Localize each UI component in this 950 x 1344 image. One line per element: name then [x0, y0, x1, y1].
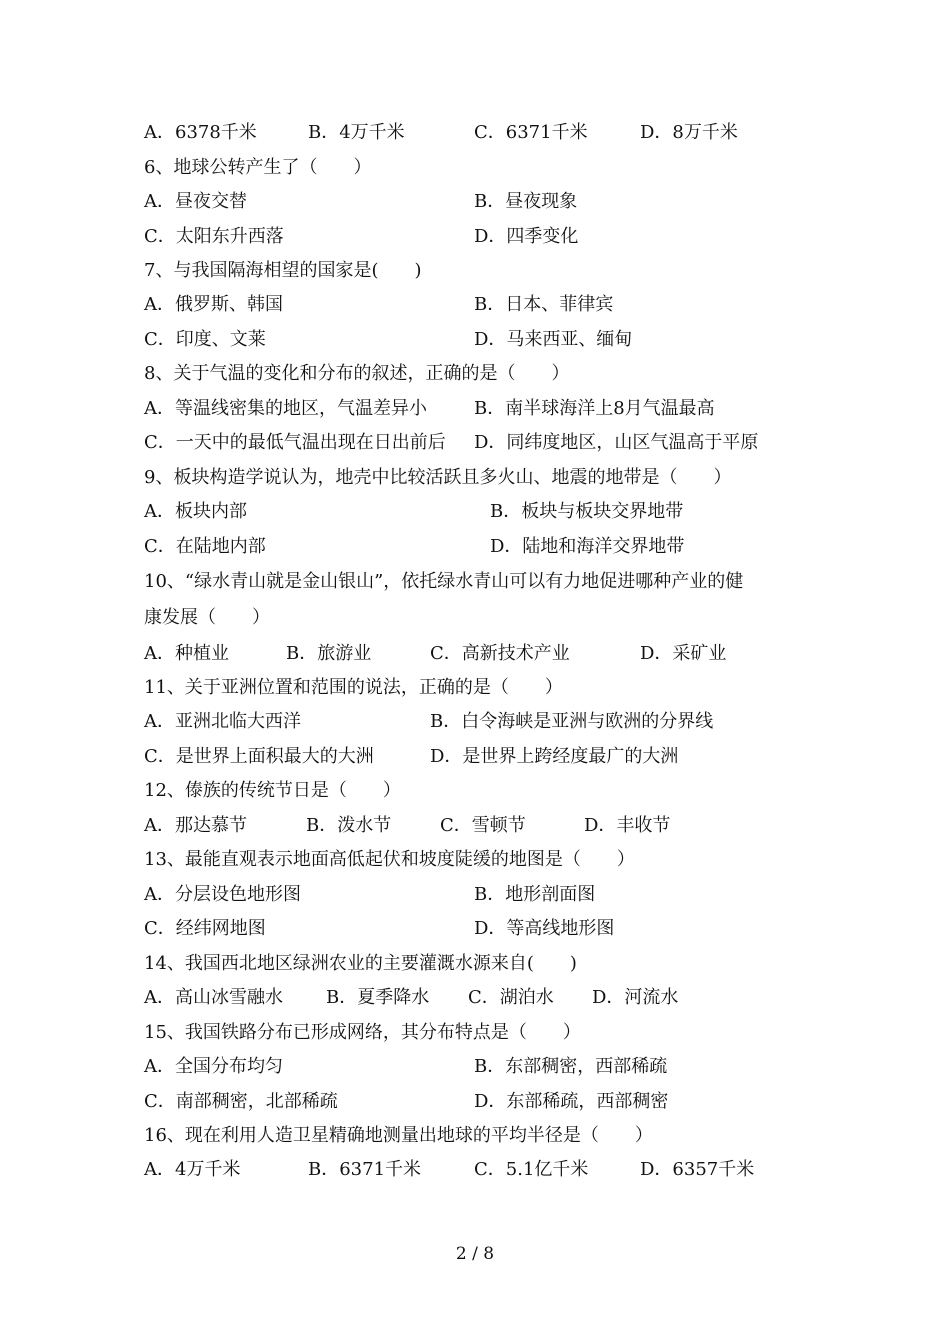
question-14-stem: 14、我国西北地区绿洲农业的主要灌溉水源来自( ): [144, 953, 577, 974]
option-c: C．湖泊水: [468, 987, 554, 1008]
option-c: C．是世界上面积最大的大洲: [144, 746, 374, 767]
option-d: D．陆地和海洋交界地带: [490, 536, 685, 557]
option-d: D．采矿业: [640, 643, 727, 664]
option-c: C．在陆地内部: [144, 536, 266, 557]
option-d: D．河流水: [592, 987, 679, 1008]
option-d: D．同纬度地区，山区气温高于平原: [474, 432, 759, 453]
option-d: D．6357千米: [640, 1159, 755, 1180]
question-10-stem-line-1: 10、“绿水青山就是金山银山”，依托绿水青山可以有力地促进哪种产业的健: [144, 571, 744, 592]
option-a: A．板块内部: [144, 501, 247, 522]
option-c: C．一天中的最低气温出现在日出前后: [144, 432, 446, 453]
question-7-stem: 7、与我国隔海相望的国家是( ): [144, 260, 422, 281]
option-a: A．6378千米: [144, 122, 257, 143]
option-a: A．俄罗斯、韩国: [144, 294, 283, 315]
option-c: C．高新技术产业: [430, 643, 570, 664]
option-d: D．是世界上跨经度最广的大洲: [430, 746, 679, 767]
page-number: 2 / 8: [455, 1244, 495, 1264]
option-b: B．4万千米: [308, 122, 405, 143]
option-d: D．等高线地形图: [474, 918, 615, 939]
question-9-stem: 9、板块构造学说认为，地壳中比较活跃且多火山、地震的地带是（ ）: [144, 467, 732, 488]
question-15-stem: 15、我国铁路分布已形成网络，其分布特点是（ ）: [144, 1022, 581, 1043]
option-d: D．8万千米: [640, 122, 738, 143]
option-a: A．种植业: [144, 643, 229, 664]
question-13-stem: 13、最能直观表示地面高低起伏和坡度陡缓的地图是（ ）: [144, 849, 635, 870]
option-d: D．马来西亚、缅甸: [474, 329, 633, 350]
option-c: C．雪顿节: [440, 815, 526, 836]
question-11-stem: 11、关于亚洲位置和范围的说法，正确的是（ ）: [144, 677, 563, 698]
option-b: B．地形剖面图: [474, 884, 596, 905]
option-c: C．印度、文莱: [144, 329, 266, 350]
option-b: B．板块与板块交界地带: [490, 501, 684, 522]
option-a: A．4万千米: [144, 1159, 241, 1180]
question-16-stem: 16、现在利用人造卫星精确地测量出地球的平均半径是（ ）: [144, 1125, 653, 1146]
option-b: B．夏季降水: [326, 987, 430, 1008]
option-b: B．东部稠密，西部稀疏: [474, 1056, 668, 1077]
option-c: C．太阳东升西落: [144, 226, 284, 247]
option-b: B．南半球海洋上8月气温最高: [474, 398, 715, 419]
option-d: D．四季变化: [474, 226, 579, 247]
option-a: A．那达慕节: [144, 815, 247, 836]
option-c: C．6371千米: [474, 122, 588, 143]
option-b: B．6371千米: [308, 1159, 422, 1180]
option-c: C．5.1亿千米: [474, 1159, 589, 1180]
question-10-stem-line-2: 康发展（ ）: [144, 607, 270, 628]
option-a: A．等温线密集的地区，气温差异小: [144, 398, 427, 419]
option-b: B．泼水节: [306, 815, 392, 836]
option-b: B．昼夜现象: [474, 191, 578, 212]
option-a: A．昼夜交替: [144, 191, 247, 212]
option-a: A．分层设色地形图: [144, 884, 301, 905]
option-b: B．日本、菲律宾: [474, 294, 614, 315]
option-d: D．丰收节: [584, 815, 671, 836]
option-c: C．南部稠密，北部稀疏: [144, 1091, 338, 1112]
option-a: A．高山冰雪融水: [144, 987, 283, 1008]
question-12-stem: 12、傣族的传统节日是（ ）: [144, 780, 401, 801]
option-a: A．全国分布均匀: [144, 1056, 283, 1077]
question-6-stem: 6、地球公转产生了（ ）: [144, 157, 372, 178]
option-d: D．东部稀疏，西部稠密: [474, 1091, 669, 1112]
option-b: B．旅游业: [286, 643, 372, 664]
option-a: A．亚洲北临大西洋: [144, 711, 301, 732]
option-b: B．白令海峡是亚洲与欧洲的分界线: [430, 711, 714, 732]
question-8-stem: 8、关于气温的变化和分布的叙述，正确的是（ ）: [144, 363, 570, 384]
option-c: C．经纬网地图: [144, 918, 266, 939]
